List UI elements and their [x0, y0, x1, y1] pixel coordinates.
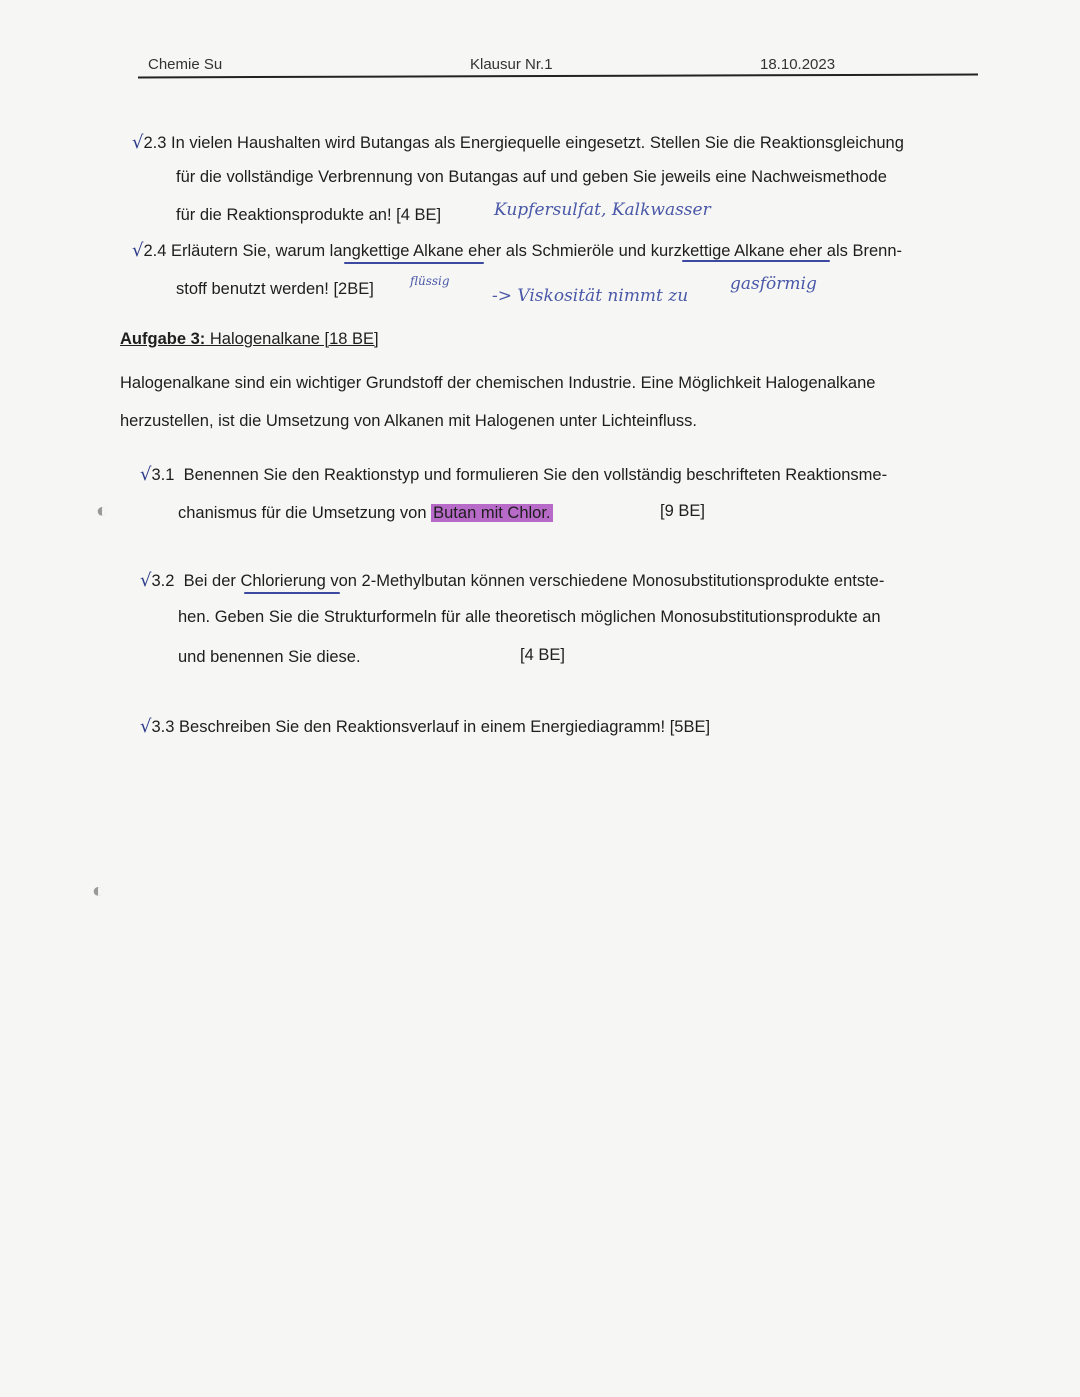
underlined-word: Chlorierung: [240, 572, 326, 590]
handwritten-underline: [344, 262, 484, 264]
checkmark-icon: √: [132, 132, 144, 153]
handwritten-answer-2-3: Kupfersulfat, Kalkwasser: [494, 200, 711, 220]
intro-line-2: herzustellen, ist die Umsetzung von Alkanen mit Halogenen unter Lichteinfluss.: [120, 412, 697, 430]
checkmark-icon: √: [132, 240, 144, 261]
task-3-3-line-1: [140, 716, 710, 737]
header-exam-title: Klausur Nr.1: [470, 56, 553, 73]
section-title-rest: Halogenalkane [18 BE]: [205, 330, 379, 348]
task-number: 3.3: [151, 718, 175, 736]
intro-line-1: Halogenalkane sind ein wichtiger Grundstoff der chemischen Industrie. Eine Möglichkeit Halogenalkane: [120, 374, 876, 392]
handwritten-underline: [682, 260, 830, 262]
header-subject: Chemie Su: [148, 56, 223, 73]
task-2-3-line-2: für die vollständige Verbrennung von Butangas auf und geben Sie jeweils eine Nachweismethode: [176, 168, 887, 186]
task-3-1-points: [9 BE]: [660, 502, 705, 520]
handwritten-underline: [244, 592, 340, 594]
checkmark-icon: √: [140, 716, 152, 737]
task-text: Bei der: [183, 572, 241, 590]
task-text: Erläutern Sie, warum langkettige Alkane eher als Schmieröle und kurzkettige Alkane eher als Brenn-: [171, 242, 902, 260]
task-3-1-line-1: [140, 464, 887, 485]
task-number: 3.1: [151, 466, 175, 484]
task-text: von 2-Methylbutan können verschiedene Monosubstitutionsprodukte entste-: [325, 572, 885, 590]
task-3-2-points: [4 BE]: [520, 646, 565, 664]
handwritten-note-fluessig: flüssig: [410, 274, 450, 288]
task-2-3-line-3: für die Reaktionsprodukte an! [4 BE]: [176, 206, 442, 224]
highlighted-text: Butan mit Chlor.: [433, 504, 551, 522]
section-title-bold: Aufgabe 3:: [120, 330, 206, 348]
task-2-4-line-1: [132, 240, 902, 261]
header-date: 18.10.2023: [760, 56, 836, 73]
section-3-title: [120, 330, 379, 349]
handwritten-note-gasfoermig: gasförmig: [730, 274, 817, 294]
task-3-1-line-2: [178, 504, 553, 523]
header-rule: [138, 74, 978, 79]
checkmark-icon: √: [140, 570, 152, 591]
task-text: In vielen Haushalten wird Butangas als Energiequelle eingesetzt. Stellen Sie die Reaktionsgleichung: [171, 134, 904, 152]
task-number: 2.4: [143, 242, 167, 260]
task-3-2-line-2: hen. Geben Sie die Strukturformeln für alle theoretisch möglichen Monosubstitutionsprodukte an: [178, 608, 881, 626]
task-text: Beschreiben Sie den Reaktionsverlauf in einem Energiediagramm! [5BE]: [179, 718, 711, 736]
task-text: chanismus für die Umsetzung von: [178, 504, 432, 522]
task-number: 3.2: [151, 572, 175, 590]
task-2-4-line-2: stoff benutzt werden! [2BE]: [176, 280, 374, 298]
handwritten-note-viskositaet: -> Viskosität nimmt zu: [492, 286, 689, 306]
task-3-2-line-3: und benennen Sie diese.: [178, 648, 361, 666]
punch-hole-icon: ◐: [92, 880, 105, 902]
punch-hole-icon: ◐: [96, 500, 109, 522]
checkmark-icon: √: [140, 464, 152, 485]
task-text: Benennen Sie den Reaktionstyp und formulieren Sie den vollständig beschrifteten Reaktionsme-: [183, 466, 888, 484]
task-number: 2.3: [143, 134, 167, 152]
task-3-2-line-1: [140, 570, 884, 591]
task-2-3-line-1: [132, 132, 904, 153]
